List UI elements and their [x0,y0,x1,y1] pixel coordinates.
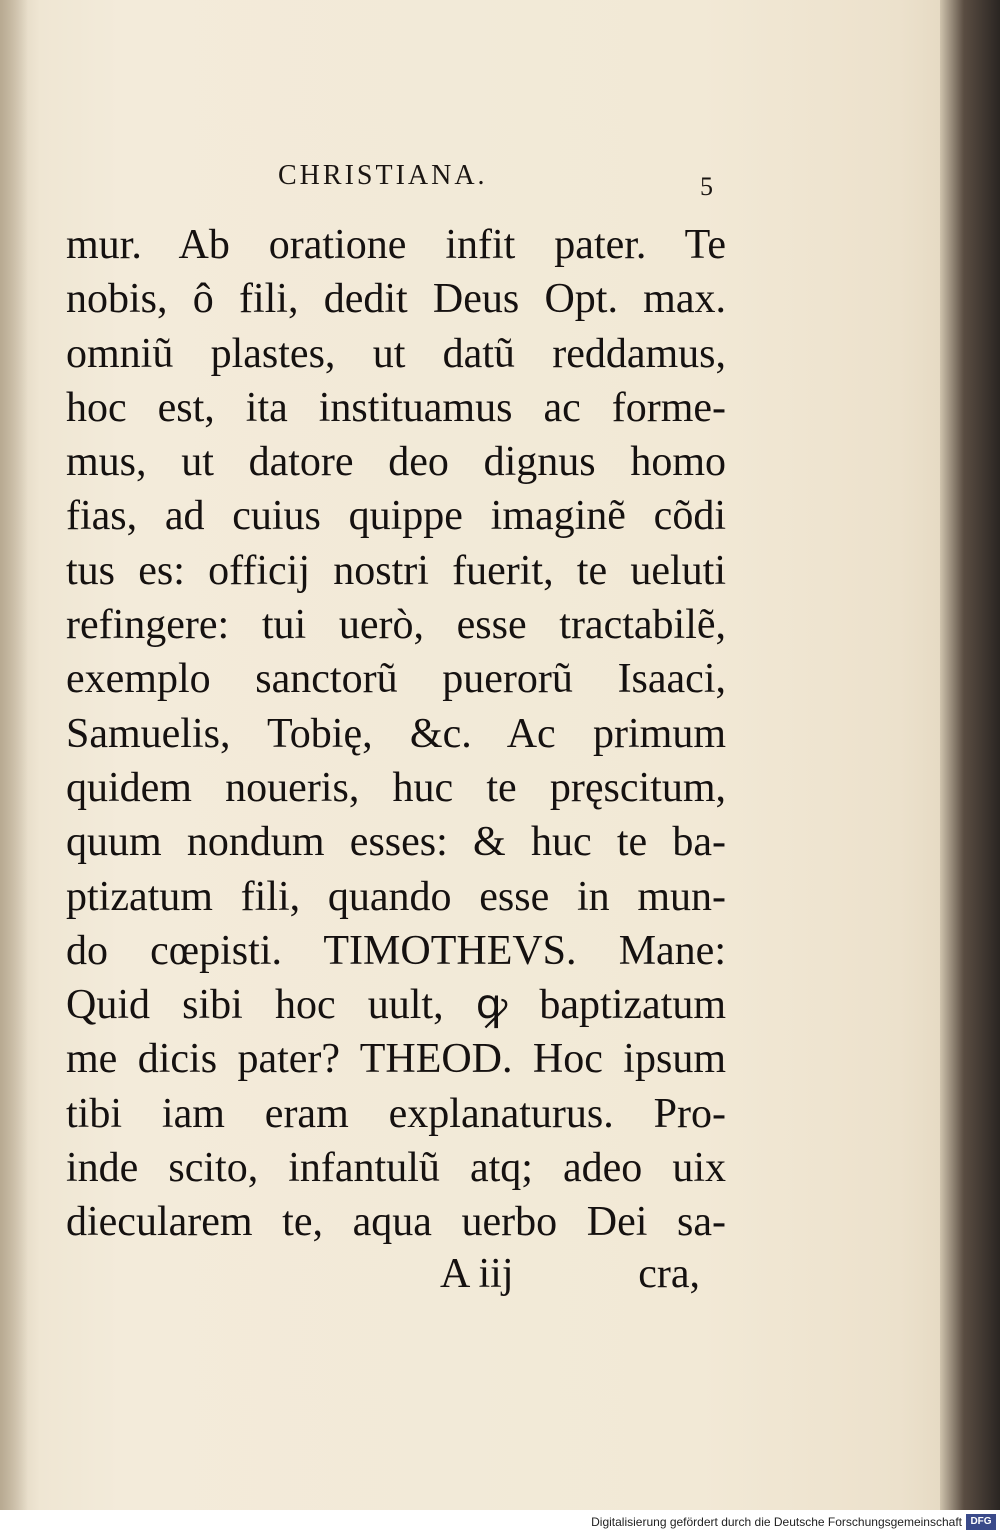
catchword: cra, [638,1251,700,1297]
funding-credit: Digitalisierung gefördert durch die Deutsche Forschungsgemeinschaft [591,1515,962,1529]
text-line: quidem noueris, huc te pręscitum, [66,764,726,811]
text-block [66,218,726,1250]
dfg-logo-icon: DFG [966,1514,996,1530]
text-line: tibi iam eram explanaturus. Pro- [66,1090,726,1137]
text-line: diecularem te, aqua uerbo Dei sa- [66,1199,726,1246]
text-line: mur. Ab oratione infit pater. Te [66,222,726,268]
text-line: refingere: tui uerò, esse tractabilẽ, [66,602,726,649]
page-edge [940,0,1000,1510]
signature-mark: A iij [440,1251,514,1297]
text-line: do cœpisti. TIMOTHEVS. Mane: [66,927,726,974]
text-line: ptizatum fili, quando esse in mun- [66,873,726,920]
text-line: inde scito, infantulũ atq; adeo uix [66,1145,726,1192]
text-line: tus es: officij nostri fuerit, te ueluti [66,547,726,594]
text-line: quum nondum esses: & huc te ba- [66,819,726,866]
text-line: fias, ad cuius quippe imaginẽ cõdi [66,493,726,540]
text-line: mus, ut datore deo dignus homo [66,439,726,486]
folio-number: 5 [700,172,713,201]
text-line: Samuelis, Tobię, &c. Ac primum [66,710,726,757]
text-line: nobis, ô fili, dedit Deus Opt. max. [66,276,726,323]
text-line: Quid sibi hoc uult, ꝙ baptizatum [66,982,726,1029]
gutter-shadow [0,0,28,1510]
running-head: CHRISTIANA. [278,160,488,191]
text-line: hoc est, ita instituamus ac forme- [66,384,726,431]
text-line: exemplo sanctorũ puerorũ Isaaci, [66,656,726,703]
text-line: me dicis pater? THEOD. Hoc ipsum [66,1036,726,1083]
text-line: omniũ plastes, ut datũ reddamus, [66,330,726,377]
page-foot [440,1250,700,1304]
digitization-footer [0,1510,1000,1536]
